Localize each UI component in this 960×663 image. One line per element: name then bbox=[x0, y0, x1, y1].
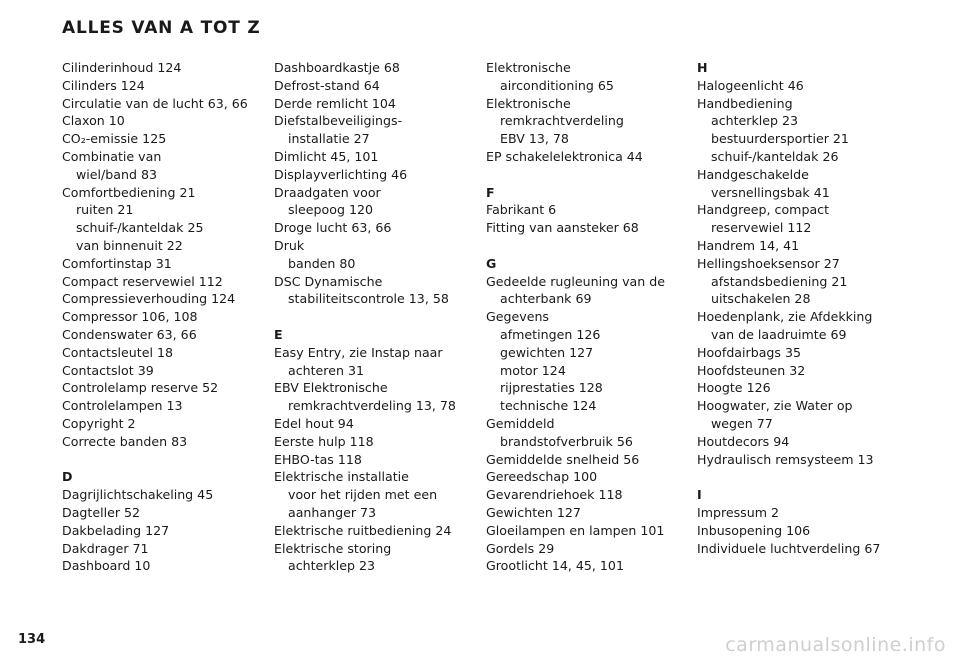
index-entry: Edel hout 94 bbox=[274, 415, 354, 431]
index-entry: Controlelampen 13 bbox=[62, 398, 183, 414]
index-entry: Handgreep, compact bbox=[697, 202, 830, 218]
index-subentry: remkrachtverdeling bbox=[500, 113, 624, 129]
index-entry: Hoedenplank, zie Afdekking bbox=[697, 309, 873, 325]
index-subentry: banden 80 bbox=[288, 255, 356, 271]
index-entry: Defrost-stand 64 bbox=[274, 77, 380, 93]
index-entry: Cilinders 124 bbox=[62, 77, 145, 93]
index-entry: Contactsleutel 18 bbox=[62, 344, 174, 360]
index-entry: Dakdrager 71 bbox=[62, 540, 149, 556]
index-entry: Gedeelde rugleuning van de bbox=[486, 273, 665, 289]
index-entry: Gegevens bbox=[486, 309, 549, 325]
index-entry: Dagteller 52 bbox=[62, 504, 141, 520]
index-entry: Correcte banden 83 bbox=[62, 433, 188, 449]
index-entry: Gevarendriehoek 118 bbox=[486, 487, 623, 503]
index-entry: Fitting van aansteker 68 bbox=[486, 220, 639, 236]
index-entry: Claxon 10 bbox=[62, 113, 125, 129]
index-entry: Hoogwater, zie Water op bbox=[697, 398, 853, 414]
index-subentry: voor het rijden met een bbox=[288, 487, 438, 503]
index-entry: Combinatie van bbox=[62, 148, 162, 164]
index-entry: Handrem 14, 41 bbox=[697, 237, 800, 253]
index-entry: Individuele luchtverdeling 67 bbox=[697, 540, 881, 556]
index-entry: Inbusopening 106 bbox=[697, 522, 811, 538]
index-subentry: achterbank 69 bbox=[500, 291, 592, 307]
index-column-2 bbox=[274, 59, 479, 575]
index-entry: Contactslot 39 bbox=[62, 362, 154, 378]
index-subentry: afstandsbediening 21 bbox=[711, 273, 848, 289]
index-entry: Draadgaten voor bbox=[274, 184, 381, 200]
index-entry: Elektronische bbox=[486, 60, 571, 75]
index-subentry: remkrachtverdeling 13, 78 bbox=[288, 398, 456, 414]
index-entry: Droge lucht 63, 66 bbox=[274, 220, 392, 236]
index-entry: Grootlicht 14, 45, 101 bbox=[486, 558, 624, 574]
index-subentry: van de laadruimte 69 bbox=[711, 326, 847, 342]
section-letter: H bbox=[697, 60, 708, 75]
index-subentry: ruiten 21 bbox=[76, 202, 134, 218]
section-letter: E bbox=[274, 326, 283, 342]
index-subentry: schuif-/kanteldak 25 bbox=[76, 220, 204, 236]
index-entry: Halogeenlicht 46 bbox=[697, 77, 804, 93]
index-entry: Gemiddelde snelheid 56 bbox=[486, 451, 640, 467]
index-entry: Houtdecors 94 bbox=[697, 433, 790, 449]
index-column-1 bbox=[62, 59, 267, 575]
index-subentry: EBV 13, 78 bbox=[500, 131, 569, 147]
index-subentry: airconditioning 65 bbox=[500, 77, 614, 93]
spacer bbox=[274, 308, 479, 326]
page-title: ALLES VAN A TOT Z bbox=[62, 18, 261, 38]
index-entry: Displayverlichting 46 bbox=[274, 166, 408, 182]
index-entry: Gewichten 127 bbox=[486, 504, 581, 520]
index-entry: Elektrische installatie bbox=[274, 469, 409, 485]
spacer bbox=[62, 451, 267, 469]
index-entry: Handgeschakelde bbox=[697, 166, 809, 182]
index-entry: Hoofdairbags 35 bbox=[697, 344, 801, 360]
index-entry: Gloeilampen en lampen 101 bbox=[486, 522, 665, 538]
index-subentry: uitschakelen 28 bbox=[711, 291, 811, 307]
index-subentry: stabiliteitscontrole 13, 58 bbox=[288, 291, 449, 307]
index-subentry: achterklep 23 bbox=[288, 558, 376, 574]
index-entry: CO₂-emissie 125 bbox=[62, 131, 167, 147]
index-subentry: wiel/band 83 bbox=[76, 166, 158, 182]
index-entry: Dashboardkastje 68 bbox=[274, 60, 400, 75]
index-subentry: wegen 77 bbox=[711, 415, 773, 431]
index-entry: Fabrikant 6 bbox=[486, 202, 557, 218]
index-entry: Hoofdsteunen 32 bbox=[697, 362, 806, 378]
index-entry: Comfortinstap 31 bbox=[62, 255, 172, 271]
index-subentry: gewichten 127 bbox=[500, 344, 594, 360]
index-subentry: sleepoog 120 bbox=[288, 202, 373, 218]
index-subentry: aanhanger 73 bbox=[288, 504, 377, 520]
spacer bbox=[486, 237, 691, 255]
index-entry: Gereedschap 100 bbox=[486, 469, 598, 485]
index-entry: Easy Entry, zie Instap naar bbox=[274, 344, 443, 360]
section-letter: F bbox=[486, 184, 495, 200]
spacer bbox=[697, 468, 902, 486]
index-entry: EHBO-tas 118 bbox=[274, 451, 362, 467]
index-subentry: achteren 31 bbox=[288, 362, 364, 378]
index-entry: Gemiddeld bbox=[486, 415, 555, 431]
index-entry: Comfortbediening 21 bbox=[62, 184, 196, 200]
index-subentry: achterklep 23 bbox=[711, 113, 799, 129]
index-entry: Dakbelading 127 bbox=[62, 522, 170, 538]
index-subentry: schuif-/kanteldak 26 bbox=[711, 148, 839, 164]
index-entry: Hoogte 126 bbox=[697, 380, 771, 396]
index-entry: Derde remlicht 104 bbox=[274, 95, 396, 111]
index-entry: Copyright 2 bbox=[62, 415, 136, 431]
watermark: carmanualsonline.info bbox=[725, 634, 946, 656]
section-letter: D bbox=[62, 469, 73, 485]
index-subentry: installatie 27 bbox=[288, 131, 370, 147]
index-entry: Elektrische storing bbox=[274, 540, 392, 556]
index-subentry: van binnenuit 22 bbox=[76, 237, 183, 253]
index-entry: Dashboard 10 bbox=[62, 558, 151, 574]
index-entry: Elektrische ruitbediening 24 bbox=[274, 522, 452, 538]
index-subentry: reservewiel 112 bbox=[711, 220, 812, 236]
index-subentry: bestuurdersportier 21 bbox=[711, 131, 849, 147]
page-number: 134 bbox=[18, 632, 46, 647]
index-entry: EP schakelelektronica 44 bbox=[486, 148, 643, 164]
index-entry: Gordels 29 bbox=[486, 540, 555, 556]
index-subentry: brandstofverbruik 56 bbox=[500, 433, 633, 449]
index-entry: Circulatie van de lucht 63, 66 bbox=[62, 95, 248, 111]
index-entry: Handbediening bbox=[697, 95, 793, 111]
index-entry: Compressieverhouding 124 bbox=[62, 291, 236, 307]
index-entry: Dimlicht 45, 101 bbox=[274, 148, 379, 164]
index-entry: Controlelamp reserve 52 bbox=[62, 380, 219, 396]
spacer bbox=[486, 166, 691, 184]
index-entry: Cilinderinhoud 124 bbox=[62, 60, 182, 75]
index-column-4 bbox=[697, 59, 902, 557]
index-subentry: motor 124 bbox=[500, 362, 566, 378]
section-letter: I bbox=[697, 487, 702, 503]
index-column-3 bbox=[486, 59, 691, 575]
index-entry: Hellingshoeksensor 27 bbox=[697, 255, 840, 271]
index-entry: EBV Elektronische bbox=[274, 380, 388, 396]
index-entry: Elektronische bbox=[486, 95, 571, 111]
index-subentry: technische 124 bbox=[500, 398, 597, 414]
index-entry: Hydraulisch remsysteem 13 bbox=[697, 451, 874, 467]
index-entry: Druk bbox=[274, 237, 305, 253]
index-subentry: versnellingsbak 41 bbox=[711, 184, 830, 200]
index-entry: Eerste hulp 118 bbox=[274, 433, 374, 449]
index-subentry: rijprestaties 128 bbox=[500, 380, 603, 396]
index-entry: Diefstalbeveiligings- bbox=[274, 113, 403, 129]
section-letter: G bbox=[486, 255, 497, 271]
index-entry: Impressum 2 bbox=[697, 504, 780, 520]
index-entry: Condenswater 63, 66 bbox=[62, 326, 197, 342]
index-entry: DSC Dynamische bbox=[274, 273, 383, 289]
index-entry: Compact reservewiel 112 bbox=[62, 273, 223, 289]
index-subentry: afmetingen 126 bbox=[500, 326, 601, 342]
index-entry: Compressor 106, 108 bbox=[62, 309, 198, 325]
index-entry: Dagrijlichtschakeling 45 bbox=[62, 487, 214, 503]
